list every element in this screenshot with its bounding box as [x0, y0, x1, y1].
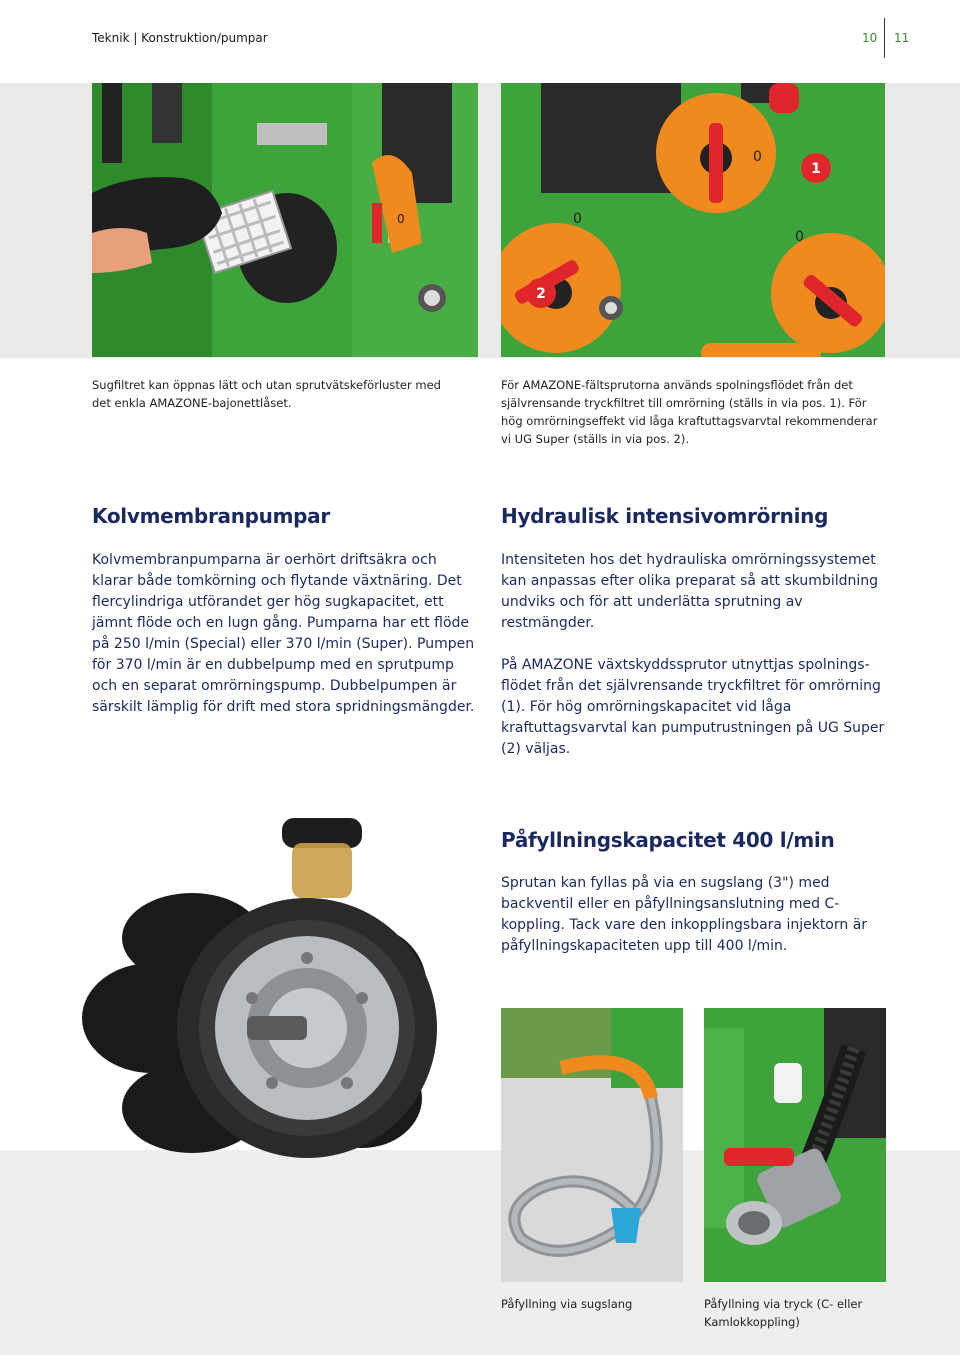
suction-filter-photo [92, 83, 478, 357]
agitation-heading: Hydraulisk intensivomrörning [501, 504, 829, 528]
filling-paragraph: Sprutan kan fyllas på via en sugslang (3") med backventil eller en påfyllningsanslutning med C-koppling. Tack vare den inkopplingsbara injektorn är påfyllningskapaciteten upp till 400 l/min. [501, 875, 868, 954]
filling-text [501, 873, 887, 978]
valve-mark-zero: 0 [573, 211, 582, 227]
page-number-left: 10 [862, 31, 878, 45]
valve-panel-photo [501, 83, 885, 357]
pumps-paragraph: Kolvmembranpumparna är oerhört driftsäkra och klarar både tomkörning och flytande växtnäring. Det flercylindriga utförandet ger hög sugkapacitet, ett jämnt flöde och en lugn gång. Pumparna har ett flöde på 250 l/min (Special) eller 370 l/min (Super). Pumpen för 370 l/min är en dubbelpump med en sprutpump och en separat omrörningspump. Dubbelpumpen är särskilt lämplig för drift med stora spridningsmängder. [92, 552, 475, 715]
pumps-heading: Kolvmembranpumpar [92, 504, 330, 528]
c-coupling-photo [704, 1008, 886, 1282]
valves-caption: För AMAZONE-fältsprutorna används spolningsflödet från det självrensande tryckfiltret till omrörning (ställs in via pos. 1). För hög omrörningseffekt vid låga kraftuttagsvarvtal rekommenderar vi UG Super (ställs in via pos. 2). [501, 378, 878, 446]
position-label-2: 2 [536, 286, 546, 302]
filter-caption: Sugfiltret kan öppnas lätt och utan sprutvätskeförluster med det enkla AMAZONE-bajonettlåset. [92, 378, 441, 410]
page-number-right: 11 [894, 31, 910, 45]
suction-hose-photo [501, 1008, 683, 1282]
section-breadcrumb: Teknik | Konstruktion/pumpar [92, 31, 268, 45]
position-label-1: 1 [811, 161, 821, 177]
agitation-paragraph-2: På AMAZONE växtskyddssprutor utnyttjas spolnings-flödet från det självrensande tryckfiltret för omrörning (1). För hög omrörningskapacitet vid låga kraftuttagsvarvtal kan pumputrustningen på UG Super (2) väljas. [501, 657, 885, 757]
hose-caption: Påfyllning via sugslang [501, 1297, 633, 1311]
filling-heading: Påfyllningskapacitet 400 l/min [501, 828, 835, 852]
valve-mark-zero: 0 [795, 229, 804, 245]
valve-mark-zero: 0 [753, 149, 762, 165]
valve-mark-zero: 0 [397, 212, 405, 226]
diaphragm-pump-photo [72, 818, 448, 1178]
agitation-text [501, 550, 887, 781]
pumps-text [92, 550, 478, 739]
page-divider [884, 18, 885, 58]
agitation-paragraph-1: Intensiteten hos det hydrauliska omrörningssystemet kan anpassas efter olika preparat så att skumbildning undviks och för att underlätta sprutning av restmängder. [501, 552, 879, 631]
coupling-caption: Påfyllning via tryck (C- eller Kamlokkoppling) [704, 1297, 863, 1329]
